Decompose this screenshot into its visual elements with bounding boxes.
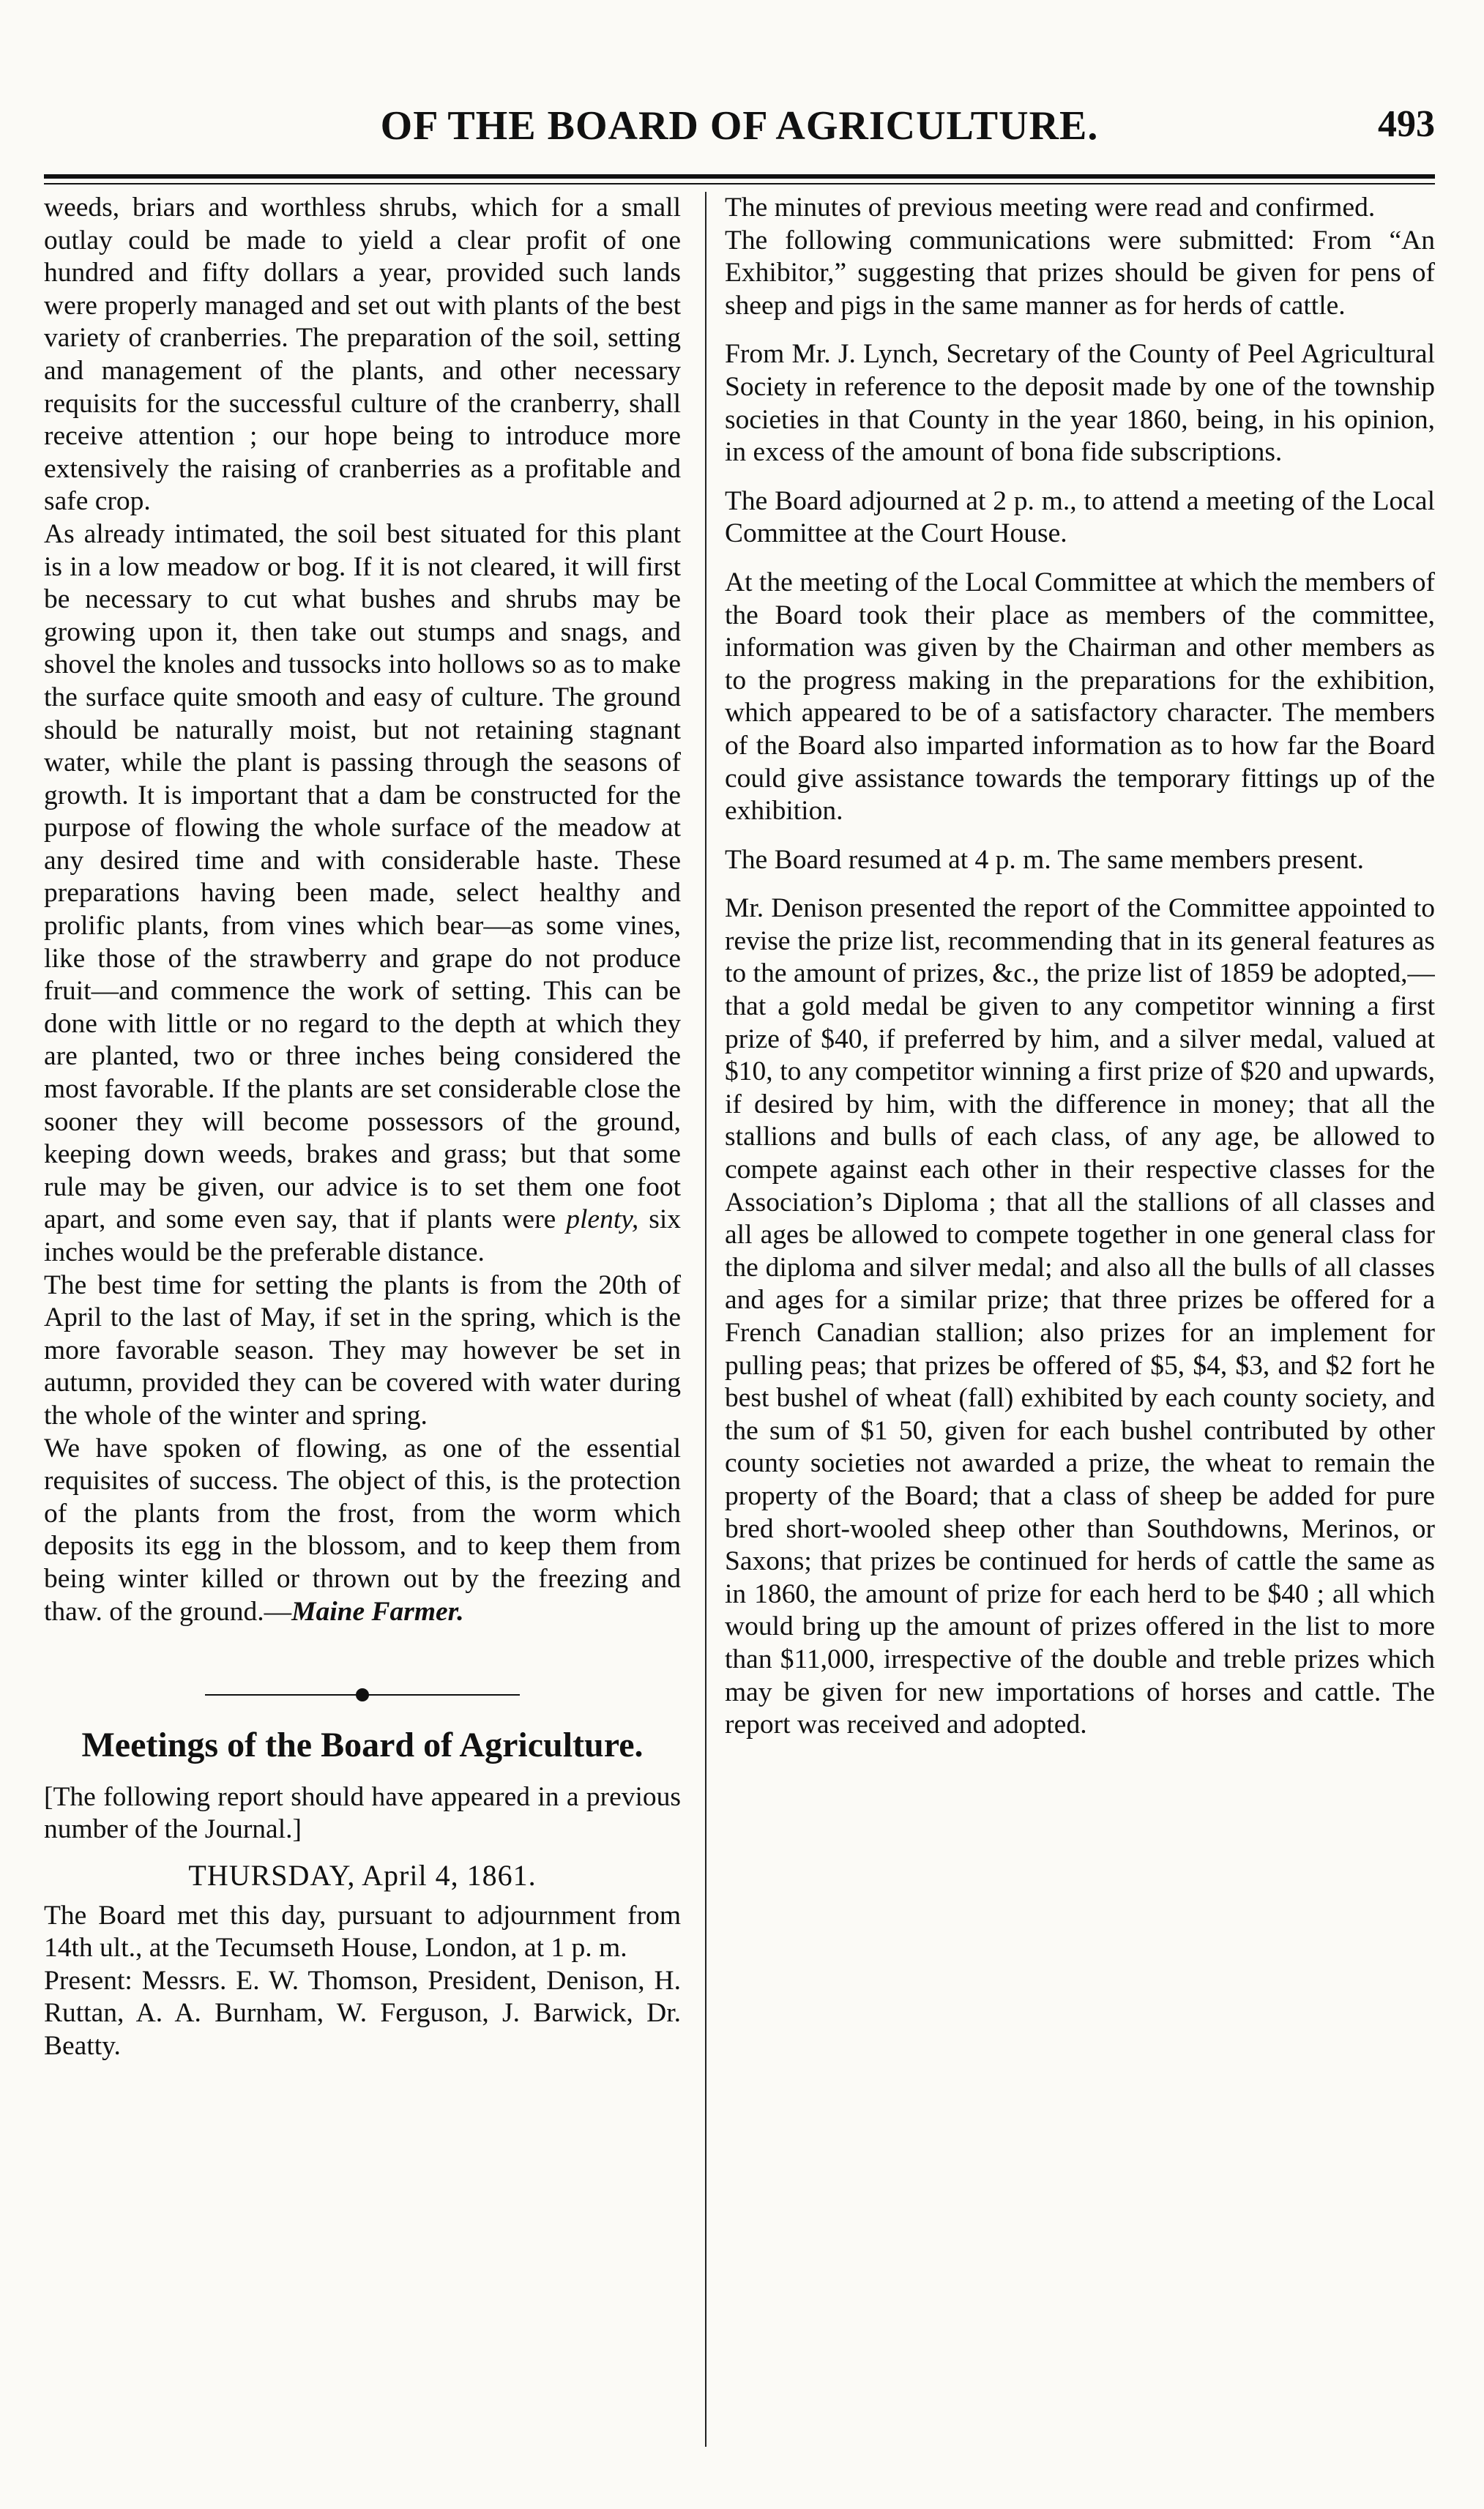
spacer [725, 322, 1435, 338]
ornament-dot [356, 1688, 369, 1701]
meeting-dateline: THURSDAY, April 4, 1861. [188, 1858, 537, 1892]
spacer [725, 551, 1435, 567]
cranberry-paragraph-2-text: As already intimated, the soil best situated for this plant is in a low meadow or bog. If it is not cleared, it will first be necessary to cut what bushes and shrubs may be growing upon it, then take out stumps and snags, and shovel the knoles and tussocks into hollows so as to make the surface quite smooth and easy of culture. The ground should be naturally moist, but not retaining stagnant water, while the plant is passing through the seasons of growth. It is important that a dam be constructed for the purpose of flowing the whole surface of the meadow at any desired time and with considerable haste. These preparations having been made, select healthy and prolific plants, from vines which bear—as some vines, like those of the strawberry and grape do not produce fruit—and commence the work of setting. This can be done with little or no regard to the depth at which they are planted, two or three inches being considered the most favorable. If the plants are set considerable close the sooner they will become possessors of the ground, keeping down weeds, brakes and grass; but that some rule may be given, our advice is to set them one foot apart, and some even say, that if plants were [44, 518, 681, 1235]
adjourned-paragraph: The Board adjourned at 2 p. m., to attend a meeting of the Local Committee at the Court House. [725, 485, 1435, 549]
editor-note: [The following report should have appeared in a previous number of the Journal.] [44, 1781, 681, 1845]
cranberry-paragraph-3: The best time for setting the plants is from the 20th of April to the last of May, if set in the spring, which is the more favorable season. They may however be set in autumn, provided they can be covered with water during the whole of the winter and spring. [44, 1270, 681, 1431]
right-column [725, 192, 1435, 2461]
meeting-paragraph-1: The Board met this day, pursuant to adjournment from 14th ult., at the Tecumseth House, London, at 1 p. m. [44, 1900, 681, 1964]
spacer [725, 876, 1435, 892]
minutes-paragraph: The minutes of previous meeting were read and confirmed. [725, 193, 1376, 223]
page-header [44, 102, 1435, 168]
left-column [44, 192, 681, 2461]
cranberry-paragraph-2-end: six inches would be the preferable distance. [44, 1204, 681, 1267]
cranberry-paragraph-1: weeds, briars and worthless shrubs, which for a small outlay could be made to yield a clear profit of one hundred and fifty dollars a year, provided such lands were properly managed and set out with plants of the best variety of cranberries. The preparation of the soil, setting and management of the plants, and other necessary requisits for the successful culture of the cranberry, shall receive attention ; our hope being to introduce more extensively the raising of cranberries as a profitable and safe crop. [44, 193, 681, 517]
source-attribution: Maine Farmer. [291, 1596, 464, 1627]
header-rule-thick [44, 174, 1435, 179]
lynch-paragraph: From Mr. J. Lynch, Secretary of the County of Peel Agricultural Society in reference to the deposit made by one of the township societies in that County in the year 1860, being, in his opinion, in excess of the amount of bona fide subscriptions. [725, 339, 1435, 468]
column-divider [705, 192, 706, 2447]
prize-list-report-paragraph: Mr. Denison presented the report of the Committee appointed to revise the prize list, recommending that in its general features as to the amount of prizes, &c., the prize list of 1859 be adopted,—that a gold medal be given to any competitor winning a first prize of $40, if preferred by him, and a silver medal, valued at $10, to any competitor winning a first prize of $20 and upwards, if desired by him, with the difference in money; that all the stallions and bulls of each class, of any age, be allowed to compete against each other in their respective classes for the Association’s Diploma ; that all the stallions of all classes and all ages be allowed to compete together in one general class for the diploma and silver medal; and also all the bulls of all classes and ages for a similar prize; that three prizes be offered for a French Canadian stallion; also prizes for an implement for pulling peas; that prizes be offered of $5, $4, $3, and $2 fort he best bushel of wheat (fall) exhibited by each county society, and the sum of $1 50, given for each bushel contributed by other county societies not awarded a prize, the wheat to remain the property of the Board; that a class of sheep be added for pure bred short-wooled sheep other than Southdowns, Merinos, or Saxons; that prizes be continued for herds of cattle the same as in 1860, the amount of prize for each herd to be $40 ; all which would bring up the amount of prizes offered in the list to more than $11,000, irrespective of the double and treble prizes which may be given for new importations of horses and cattle. The report was received and adopted. [725, 893, 1435, 1740]
section-ornament [44, 1687, 681, 1701]
page-number: 493 [1378, 103, 1435, 145]
spacer [725, 469, 1435, 485]
resumed-paragraph: The Board resumed at 4 p. m. The same members present. [725, 844, 1365, 875]
cranberry-paragraph-4 [44, 1433, 681, 1629]
attendees-paragraph: Present: Messrs. E. W. Thomson, President, Denison, H. Ruttan, A. A. Burnham, W. Ferguson, J. Barwick, Dr. Beatty. [44, 1965, 681, 2061]
running-title: OF THE BOARD OF AGRICULTURE. [380, 103, 1099, 149]
local-committee-paragraph: At the meeting of the Local Committee at which the members of the Board took their place as members of the committee, information was given by the Chairman and other members as to the progress making in the preparations for the exhibition, which appeared to be of a satisfactory character. The members of the Board also imparted information as to how far the Board could give assistance towards the temporary fittings up of the exhibition. [725, 567, 1435, 827]
header-rule-thin [44, 183, 1435, 184]
plenty-emphasis: plenty, [566, 1204, 639, 1235]
communications-paragraph: The following communications were submitted: From “An Exhibitor,” suggesting that prizes should be given for pens of sheep and pigs in the same manner as for herds of cattle. [725, 225, 1435, 321]
cranberry-paragraph-4-text: We have spoken of flowing, as one of the essential requisites of success. The object of this, is the protection of the plants from the frost, from the worm which deposits its egg in the blossom, and to keep them from being winter killed or thrown out by the freezing and thaw. of the ground.— [44, 1433, 681, 1627]
cranberry-paragraph-2 [44, 518, 681, 1270]
section-heading: Meetings of the Board of Agriculture. [81, 1726, 644, 1765]
spacer [725, 828, 1435, 844]
